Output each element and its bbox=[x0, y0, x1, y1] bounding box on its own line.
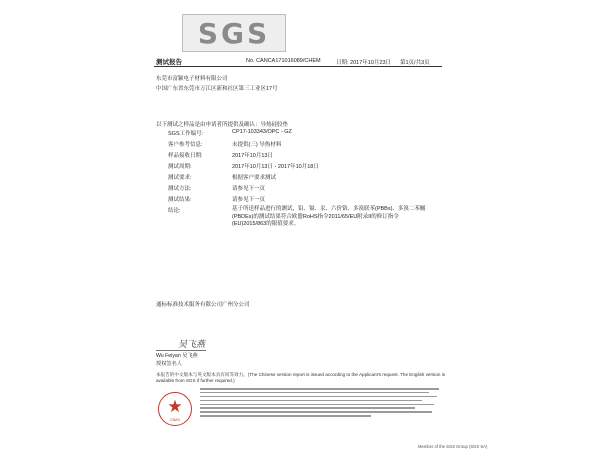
field-label: 测试方法: bbox=[168, 186, 192, 192]
client-address: 中国广东省东莞市万江区新和社区第三工业区17号 bbox=[156, 86, 278, 92]
sgs-logo: SGS bbox=[182, 14, 286, 52]
terms-fine-print bbox=[200, 388, 444, 426]
page-number: 第1页/共3页 bbox=[400, 60, 430, 66]
star-icon: ★ bbox=[167, 397, 183, 416]
field-value: CP17-103343/OPC - GZ bbox=[232, 129, 292, 135]
conclusion-label: 结论: bbox=[168, 208, 181, 214]
field-label: 测试结果: bbox=[168, 197, 192, 203]
footer-text: Member of the SGS Group (SGS SA) bbox=[418, 444, 488, 449]
issuing-company: 通标标准技术服务有限公司广州分公司 bbox=[156, 302, 250, 308]
field-label: SGS工作编号: bbox=[168, 131, 204, 137]
signature-line bbox=[156, 350, 206, 351]
field-label: 测试周期: bbox=[168, 164, 192, 170]
field-value: 请参见下一页 bbox=[232, 186, 266, 192]
report-date: 日期: 2017年10月23日 bbox=[336, 60, 392, 66]
field-value: 根据客户要求测试 bbox=[232, 175, 277, 181]
signature: 吴飞燕 bbox=[178, 340, 206, 350]
accreditation-emblem bbox=[158, 392, 192, 426]
client-name: 东莞市富颖电子材料有限公司 bbox=[156, 76, 228, 82]
field-label: 测试要求: bbox=[168, 175, 192, 181]
field-value: 请参见下一页 bbox=[232, 197, 266, 203]
signatory-title: 授权签名人 bbox=[156, 361, 182, 367]
language-note: 本报告的中文版本与英文版本具有同等效力。(The Chinese version report is issued according to the Applicant's request. The English version is available from SGS if further required.) bbox=[156, 372, 446, 383]
report-number: No. CANCA171016089/CHEM bbox=[246, 58, 321, 64]
field-label: 客户参考信息: bbox=[168, 142, 203, 148]
emblem-label: CNAS bbox=[170, 418, 180, 422]
conclusion-text: 基于所送样品进行的测试，铅、镉、汞、六价铬、多溴联苯(PBBs)、多溴二苯醚(PBDEs)的测试结果符合欧盟RoHS指令2011/65/EU附录II的修订指令(EU)2015/863的限值要求。 bbox=[232, 206, 426, 227]
header-rule bbox=[154, 66, 442, 67]
report-title: 测试报告 bbox=[156, 59, 182, 66]
field-value: 2017年10月13日 bbox=[232, 153, 273, 159]
field-value: 2017年10月13日 - 2017年10月18日 bbox=[232, 164, 319, 170]
signatory-name: Wu Feiyan 吴飞燕 bbox=[156, 353, 198, 359]
intro-line: 以下测试之样品是由申请者所提供及确认：导热硅胶垫 bbox=[156, 122, 289, 128]
field-value: 未提供(三) 导热材料 bbox=[232, 142, 282, 148]
field-label: 样品接收日期: bbox=[168, 153, 203, 159]
